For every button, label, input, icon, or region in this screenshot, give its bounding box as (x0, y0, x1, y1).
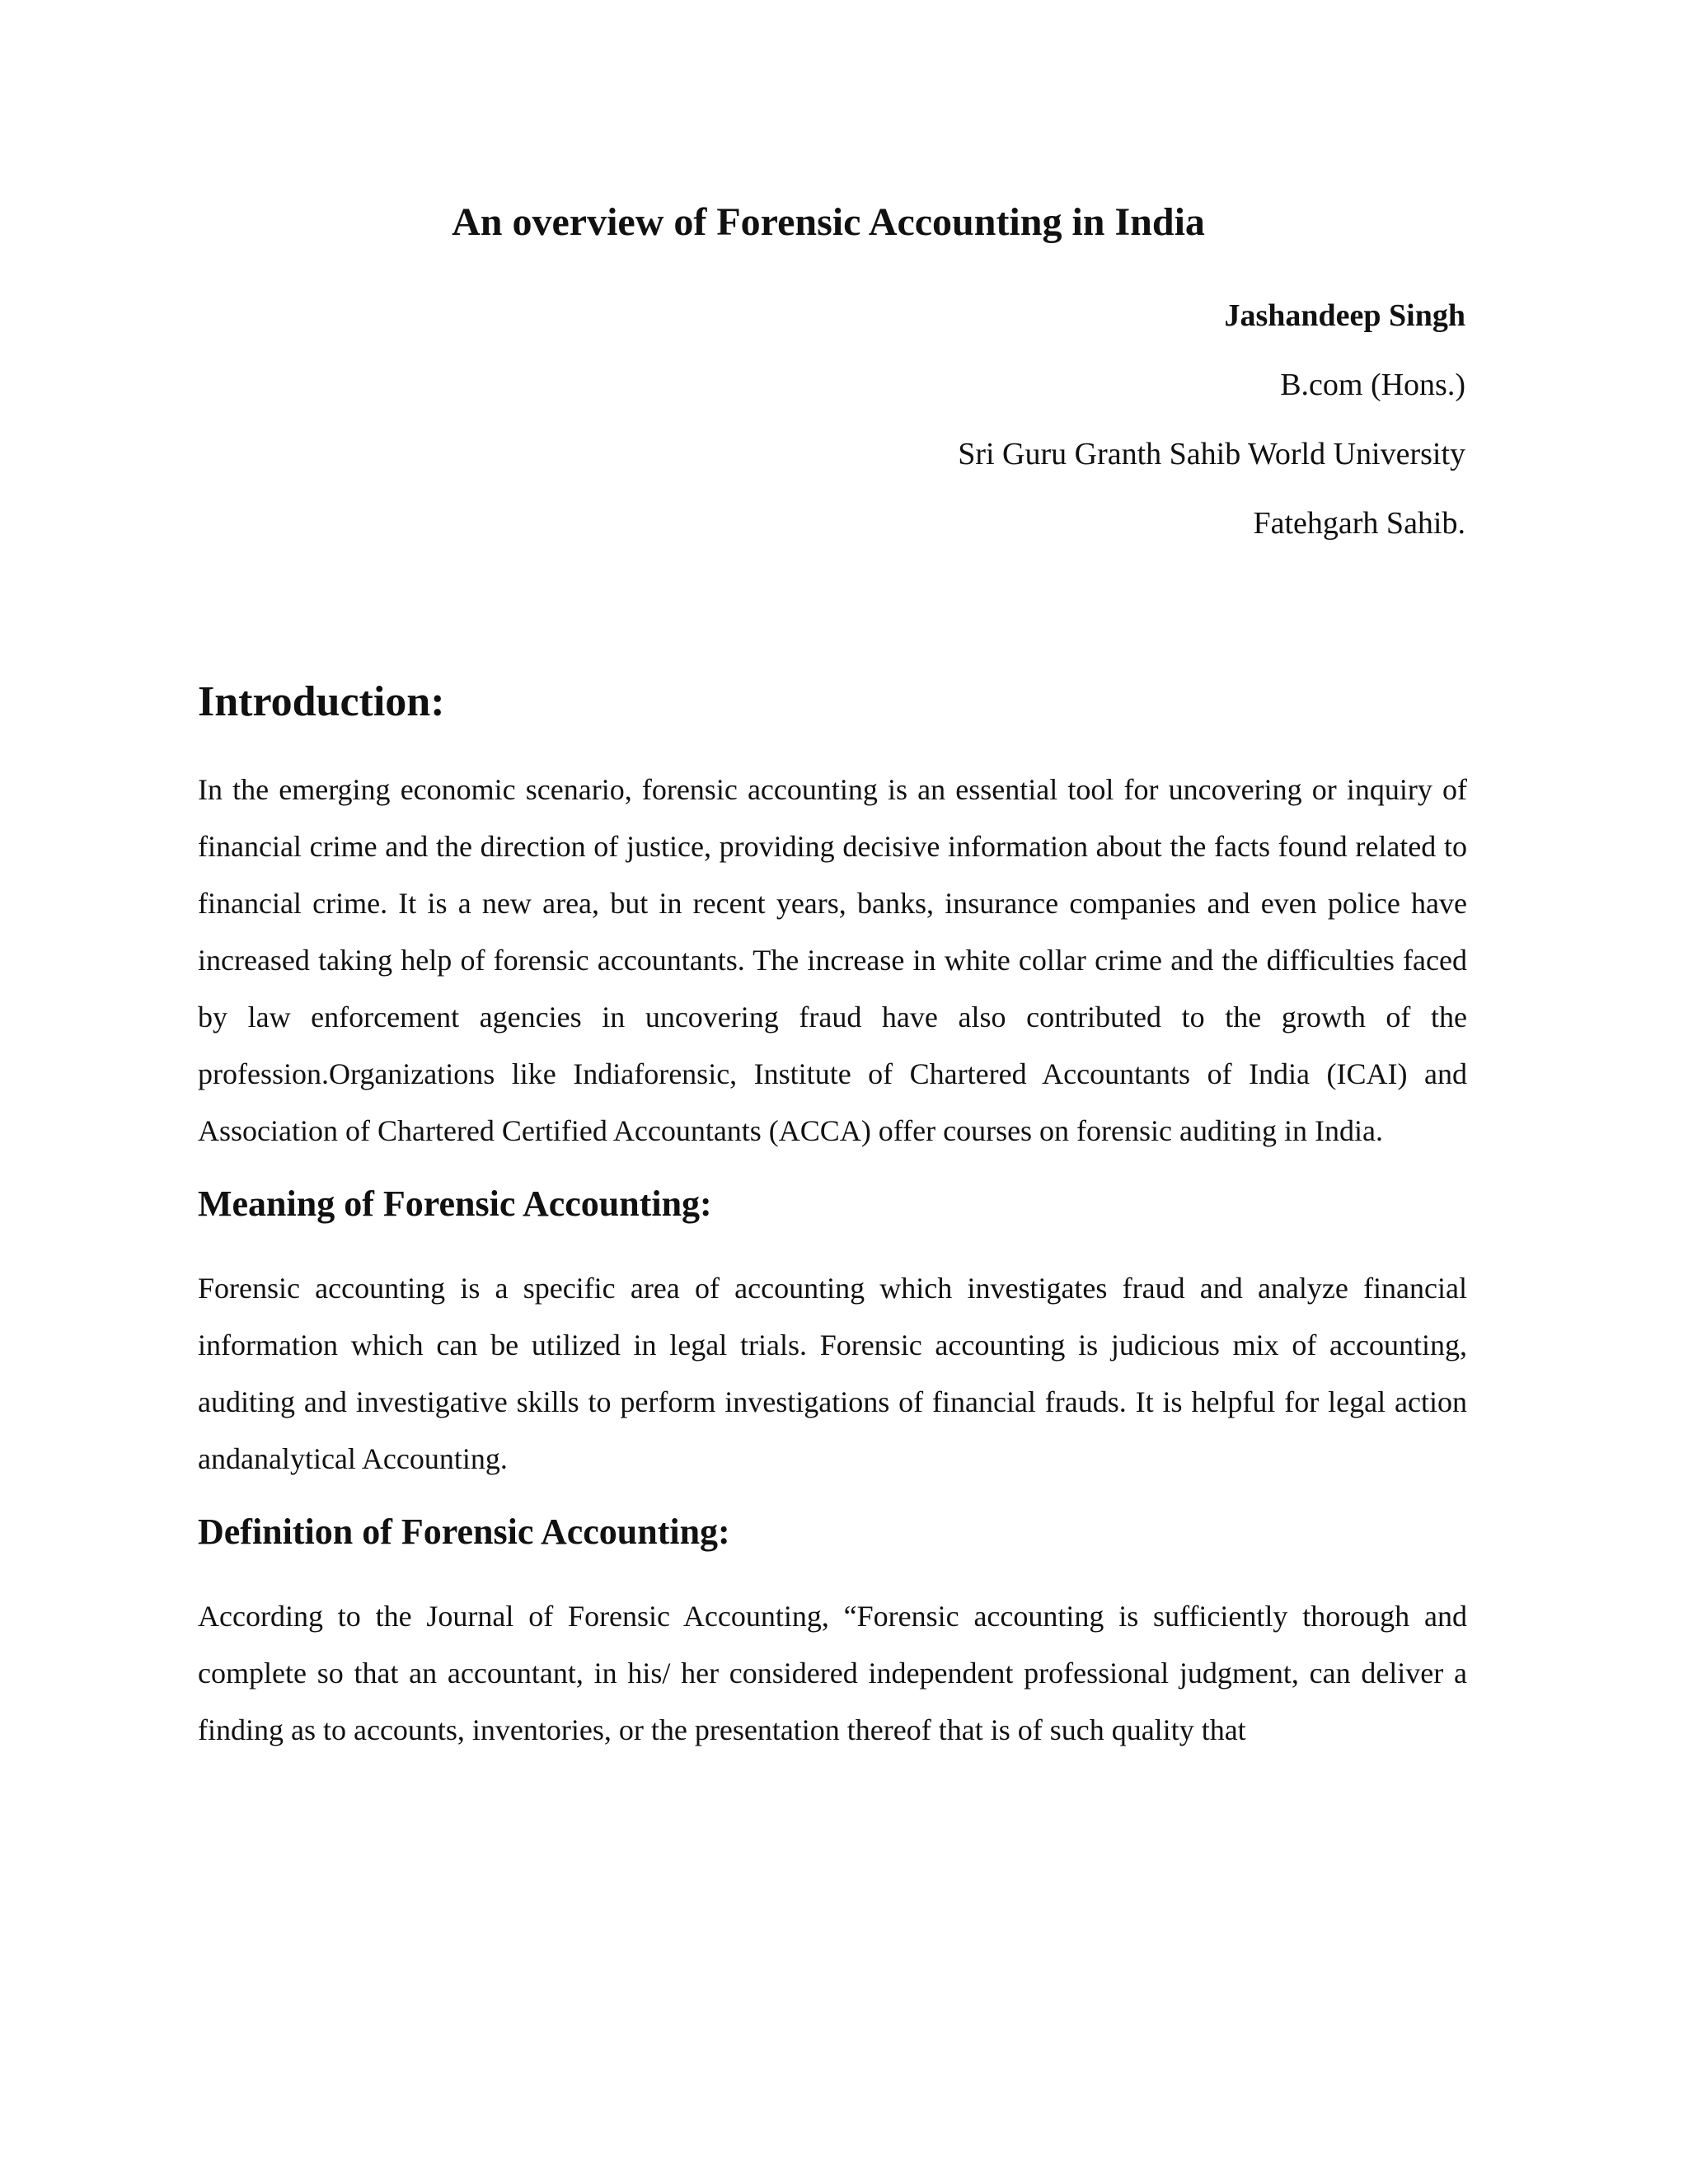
author-block (641, 293, 1465, 569)
author-university: Sri Guru Granth Sahib World University (958, 437, 1465, 471)
paragraph-definition: According to the Journal of Forensic Accounting, “Forensic accounting is sufficiently thorough and complete so that an accountant, in his/ her considered independent professional judgment, can deliver a finding as to accounts, inventories, or the presentation thereof that is of such quality that (198, 1600, 1467, 1746)
author-location: Fatehgarh Sahib. (1253, 506, 1465, 541)
paragraph-introduction: In the emerging economic scenario, forensic accounting is an essential tool for uncovering or inquiry of financial crime and the direction of justice, providing decisive information about the facts found related to financial crime. It is a new area, but in recent years, banks, insurance companies and even police have increased taking help of forensic accountants. The increase in white collar crime and the difficulties faced by law enforcement agencies in uncovering fraud have also contributed to the growth of the profession.Organizations like Indiaforensic, Institute of Chartered Accountants of India (ICAI) and Association of Chartered Certified Accountants (ACCA) offer courses on forensic auditing in India. (198, 773, 1467, 1147)
section-heading-definition: Definition of Forensic Accounting: (198, 1511, 730, 1552)
author-name: Jashandeep Singh (1224, 298, 1465, 333)
author-degree: B.com (Hons.) (1280, 368, 1465, 402)
section-heading-introduction: Introduction: (198, 678, 445, 725)
paper-title: An overview of Forensic Accounting in India (452, 200, 1205, 244)
section-heading-meaning: Meaning of Forensic Accounting: (198, 1183, 712, 1224)
paper-body (198, 676, 1467, 1759)
paragraph-meaning: Forensic accounting is a specific area of accounting which investigates fraud and analyze financial information which can be utilized in legal trials. Forensic accounting is judicious mix of accounting, auditing and investigative skills to perform investigations of financial frauds. It is helpful for legal action andanalytical Accounting. (198, 1272, 1467, 1475)
